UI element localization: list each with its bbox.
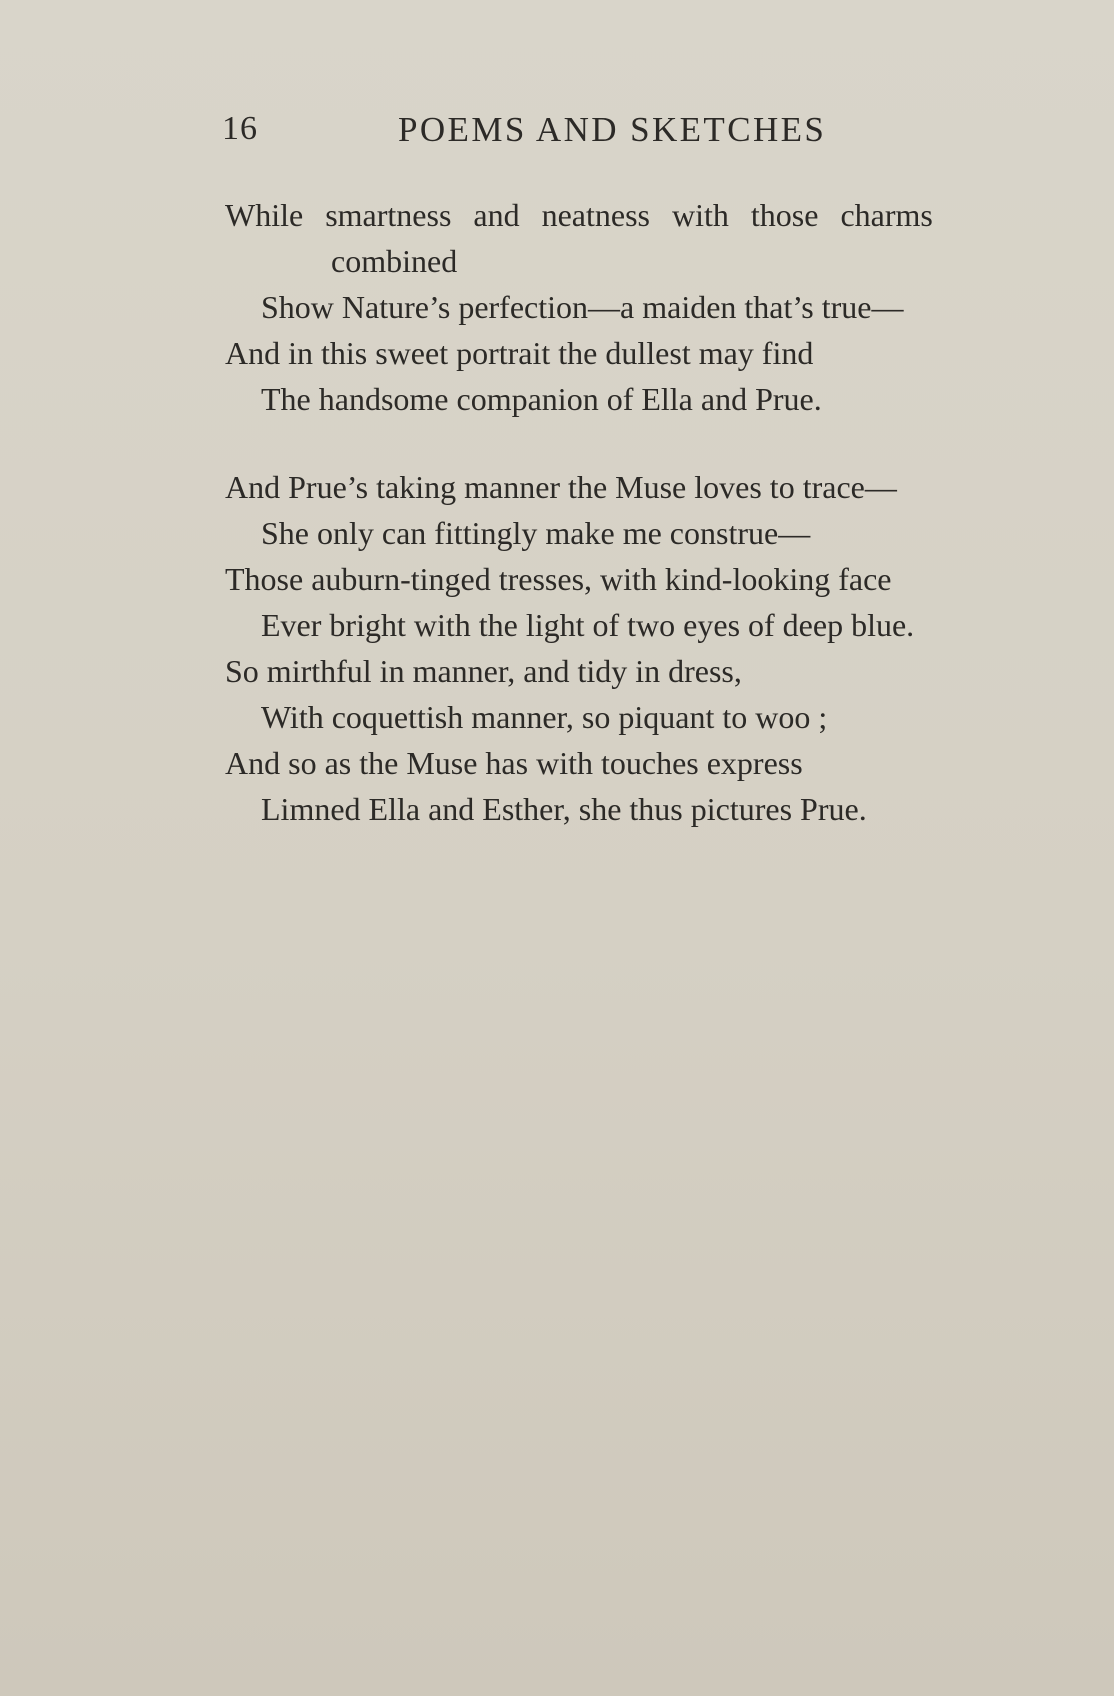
poem-line: So mirthful in manner, and tidy in dress,: [225, 653, 742, 689]
poem-line: And so as the Muse has with touches express: [225, 745, 803, 781]
poem-line: She only can fittingly make me construe—: [261, 515, 811, 551]
stanza-2: [225, 464, 1055, 832]
running-head: [222, 110, 1052, 160]
poem-line: With coquettish manner, so piquant to woo ;: [261, 699, 828, 735]
poem-line: Those auburn-tinged tresses, with kind-looking face: [225, 561, 892, 597]
page-number: 16: [222, 110, 258, 147]
poem-line: Limned Ella and Esther, she thus pictures Prue.: [261, 791, 867, 827]
poem-line: And in this sweet portrait the dullest may find: [225, 335, 814, 371]
poem: [225, 192, 1055, 832]
poem-line: Show Nature’s perfection—a maiden that’s true—: [261, 289, 904, 325]
running-title: POEMS AND SKETCHES: [398, 110, 827, 149]
poem-line: The handsome companion of Ella and Prue.: [261, 381, 822, 417]
poem-line: Ever bright with the light of two eyes of deep blue.: [261, 607, 915, 643]
poem-line-turnover: combined: [331, 243, 458, 279]
stanza-1: [225, 192, 1055, 422]
poem-line: While smartness and neatness with those charms: [225, 197, 933, 233]
poem-line: And Prue’s taking manner the Muse loves to trace—: [225, 469, 897, 505]
